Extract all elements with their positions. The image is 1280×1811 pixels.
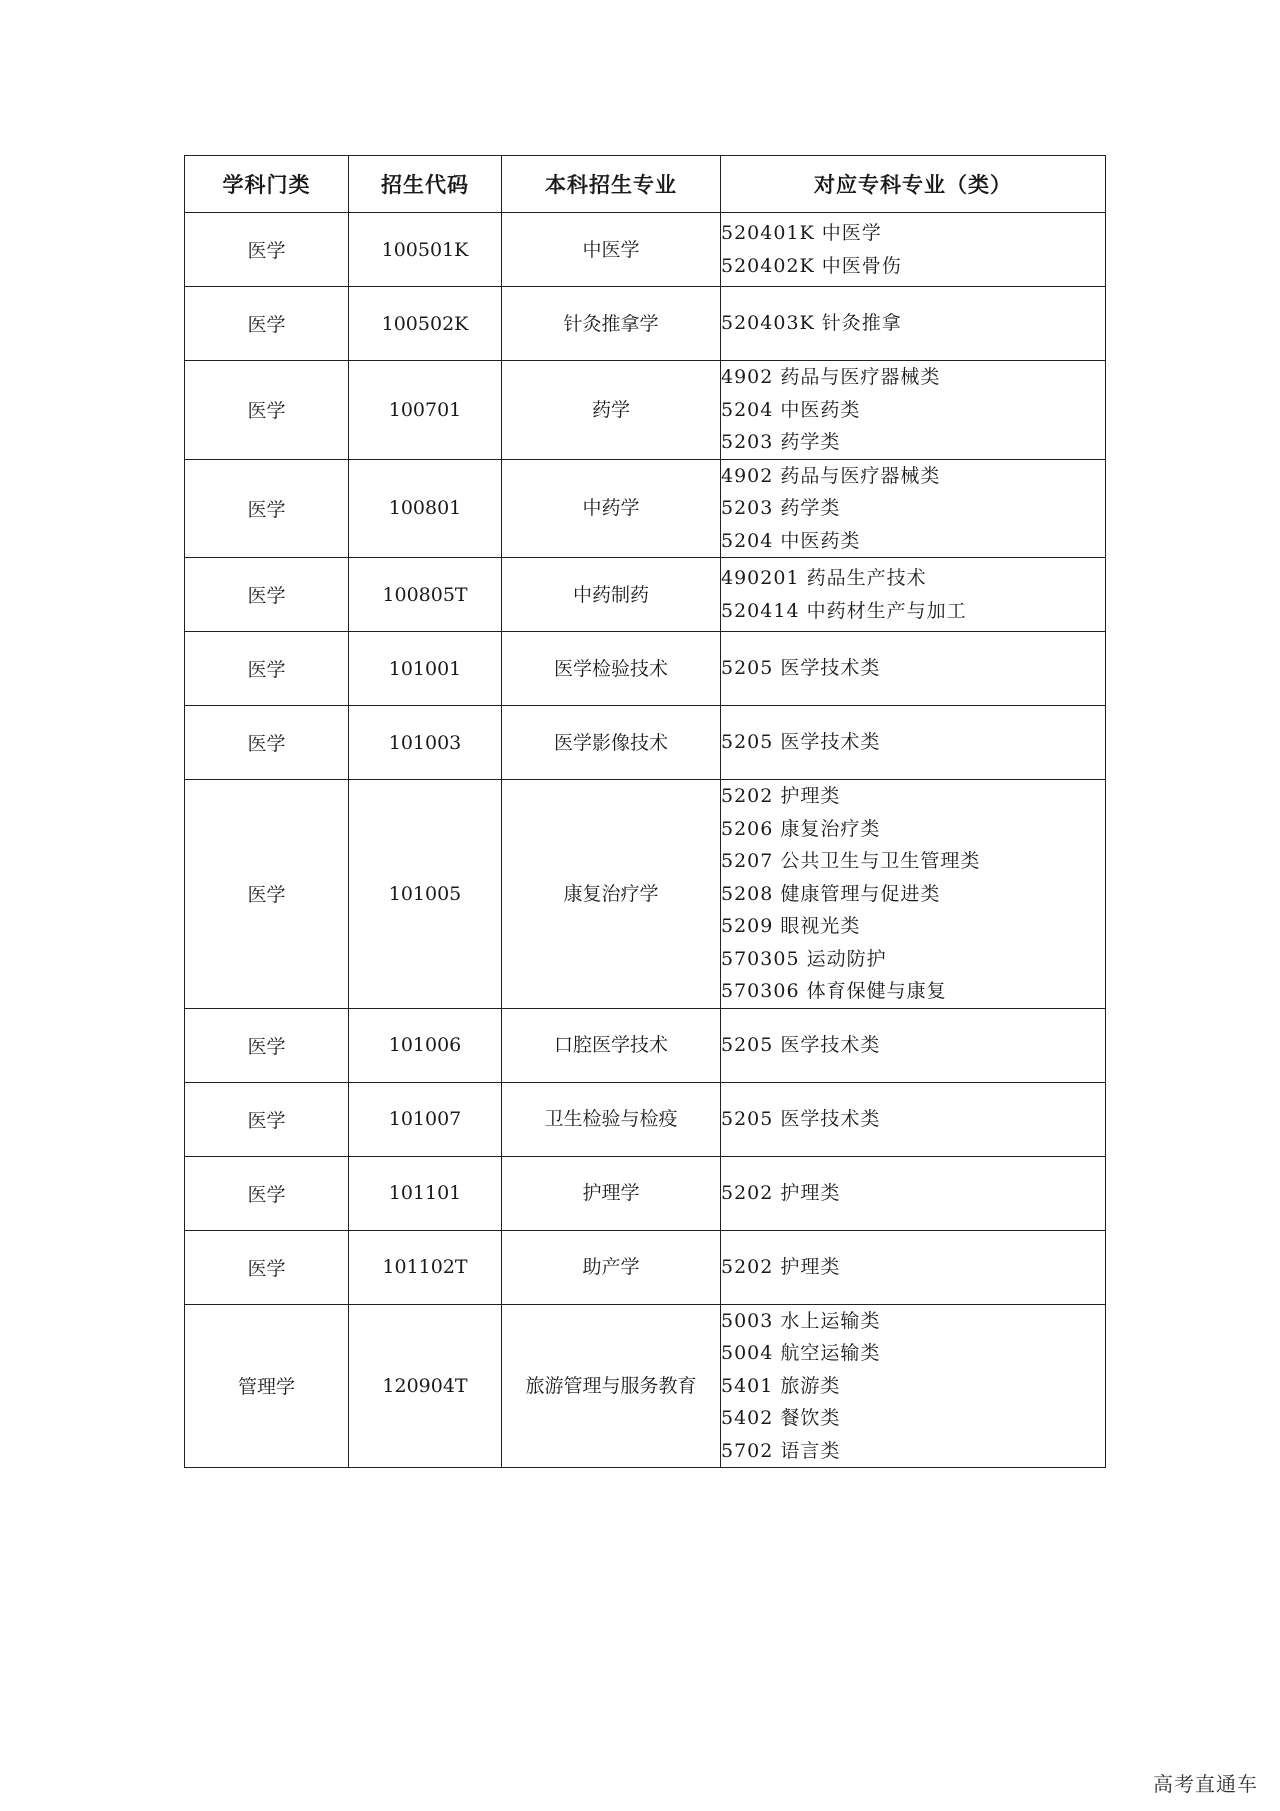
cell-major: 旅游管理与服务教育: [502, 1304, 721, 1468]
table-row: [185, 780, 1106, 1009]
cell-category: 医学: [185, 287, 349, 361]
header-assoc: 对应专科专业（类）: [721, 156, 1106, 213]
cell-code: 101006: [349, 1008, 502, 1082]
cell-code: 101005: [349, 780, 502, 1009]
assoc-item: 5205 医学技术类: [721, 657, 881, 680]
cell-major: 卫生检验与检疫: [502, 1082, 721, 1156]
assoc-item: 570306 体育保健与康复: [721, 980, 947, 1002]
cell-code: 101101: [349, 1156, 502, 1230]
cell-code: 100501K: [349, 213, 502, 287]
cell-assoc: [721, 459, 1106, 558]
cell-major: 医学影像技术: [502, 706, 721, 780]
table-row: [185, 213, 1106, 287]
cell-code: 100701: [349, 361, 502, 460]
cell-major: 康复治疗学: [502, 780, 721, 1009]
cell-major: 针灸推拿学: [502, 287, 721, 361]
cell-code: 120904T: [349, 1304, 502, 1468]
assoc-item: 5003 水上运输类: [721, 1309, 881, 1332]
cell-assoc: [721, 1230, 1106, 1304]
cell-category: 医学: [185, 1156, 349, 1230]
cell-assoc: [721, 558, 1106, 632]
cell-code: 100801: [349, 459, 502, 558]
assoc-item: 5204 中医药类: [721, 398, 861, 421]
assoc-item: 5205 医学技术类: [721, 1107, 881, 1130]
cell-assoc: [721, 1156, 1106, 1230]
cell-code: 100805T: [349, 558, 502, 632]
cell-category: 医学: [185, 459, 349, 558]
cell-major: 口腔医学技术: [502, 1008, 721, 1082]
assoc-item: 5204 中医药类: [721, 529, 861, 552]
cell-code: 101001: [349, 632, 502, 706]
assoc-item: 5203 药学类: [721, 431, 841, 453]
assoc-item: 5203 药学类: [721, 497, 841, 519]
cell-assoc: [721, 1082, 1106, 1156]
table-row: [185, 558, 1106, 632]
cell-category: 医学: [185, 361, 349, 460]
watermark-text: 高考直通车: [1153, 1772, 1258, 1796]
table-row: [185, 632, 1106, 706]
assoc-item: 520414 中药材生产与加工: [721, 599, 967, 622]
assoc-item: 5205 医学技术类: [721, 1033, 881, 1056]
cell-assoc: [721, 632, 1106, 706]
cell-category: 医学: [185, 706, 349, 780]
table-header-row: [185, 156, 1106, 213]
table-row: [185, 1230, 1106, 1304]
assoc-item: 4902 药品与医疗器械类: [721, 464, 941, 487]
table-row: [185, 1156, 1106, 1230]
assoc-item: 570305 运动防护: [721, 947, 887, 970]
cell-major: 中药制药: [502, 558, 721, 632]
assoc-item: 4902 药品与医疗器械类: [721, 366, 941, 388]
cell-assoc: [721, 706, 1106, 780]
assoc-item: 5702 语言类: [721, 1439, 841, 1462]
cell-category: 医学: [185, 558, 349, 632]
assoc-item: 5402 餐饮类: [721, 1407, 841, 1429]
cell-major: 助产学: [502, 1230, 721, 1304]
majors-table: [184, 155, 1106, 1468]
cell-major: 护理学: [502, 1156, 721, 1230]
assoc-item: 5206 康复治疗类: [721, 817, 881, 840]
cell-category: 医学: [185, 213, 349, 287]
assoc-item: 5202 护理类: [721, 1181, 841, 1204]
assoc-item: 5401 旅游类: [721, 1374, 841, 1397]
cell-assoc: [721, 1008, 1106, 1082]
cell-major: 中医学: [502, 213, 721, 287]
table-row: [185, 287, 1106, 361]
assoc-item: 520402K 中医骨伤: [721, 254, 902, 277]
cell-category: 医学: [185, 632, 349, 706]
header-code: 招生代码: [349, 156, 502, 213]
cell-category: 医学: [185, 1008, 349, 1082]
cell-category: 管理学: [185, 1304, 349, 1468]
cell-assoc: [721, 287, 1106, 361]
table-row: [185, 706, 1106, 780]
cell-category: 医学: [185, 780, 349, 1009]
table-row: [185, 1304, 1106, 1468]
header-category: 学科门类: [185, 156, 349, 213]
cell-assoc: [721, 1304, 1106, 1468]
assoc-item: 5205 医学技术类: [721, 731, 881, 754]
table-row: [185, 1008, 1106, 1082]
cell-major: 医学检验技术: [502, 632, 721, 706]
table-row: [185, 361, 1106, 460]
cell-category: 医学: [185, 1230, 349, 1304]
table-row: [185, 1082, 1106, 1156]
assoc-item: 520401K 中医学: [721, 222, 882, 244]
cell-category: 医学: [185, 1082, 349, 1156]
assoc-item: 5208 健康管理与促进类: [721, 882, 941, 905]
cell-code: 101003: [349, 706, 502, 780]
table-row: [185, 459, 1106, 558]
cell-major: 中药学: [502, 459, 721, 558]
cell-assoc: [721, 213, 1106, 287]
cell-assoc: [721, 780, 1106, 1009]
assoc-item: 490201 药品生产技术: [721, 567, 927, 589]
cell-code: 101007: [349, 1082, 502, 1156]
cell-major: 药学: [502, 361, 721, 460]
assoc-item: 5209 眼视光类: [721, 915, 861, 937]
cell-assoc: [721, 361, 1106, 460]
assoc-item: 5202 护理类: [721, 1255, 841, 1278]
assoc-item: 5207 公共卫生与卫生管理类: [721, 850, 981, 872]
assoc-item: 5202 护理类: [721, 785, 841, 807]
header-major: 本科招生专业: [502, 156, 721, 213]
cell-code: 101102T: [349, 1230, 502, 1304]
assoc-item: 5004 航空运输类: [721, 1342, 881, 1364]
assoc-item: 520403K 针灸推拿: [721, 312, 902, 335]
cell-code: 100502K: [349, 287, 502, 361]
